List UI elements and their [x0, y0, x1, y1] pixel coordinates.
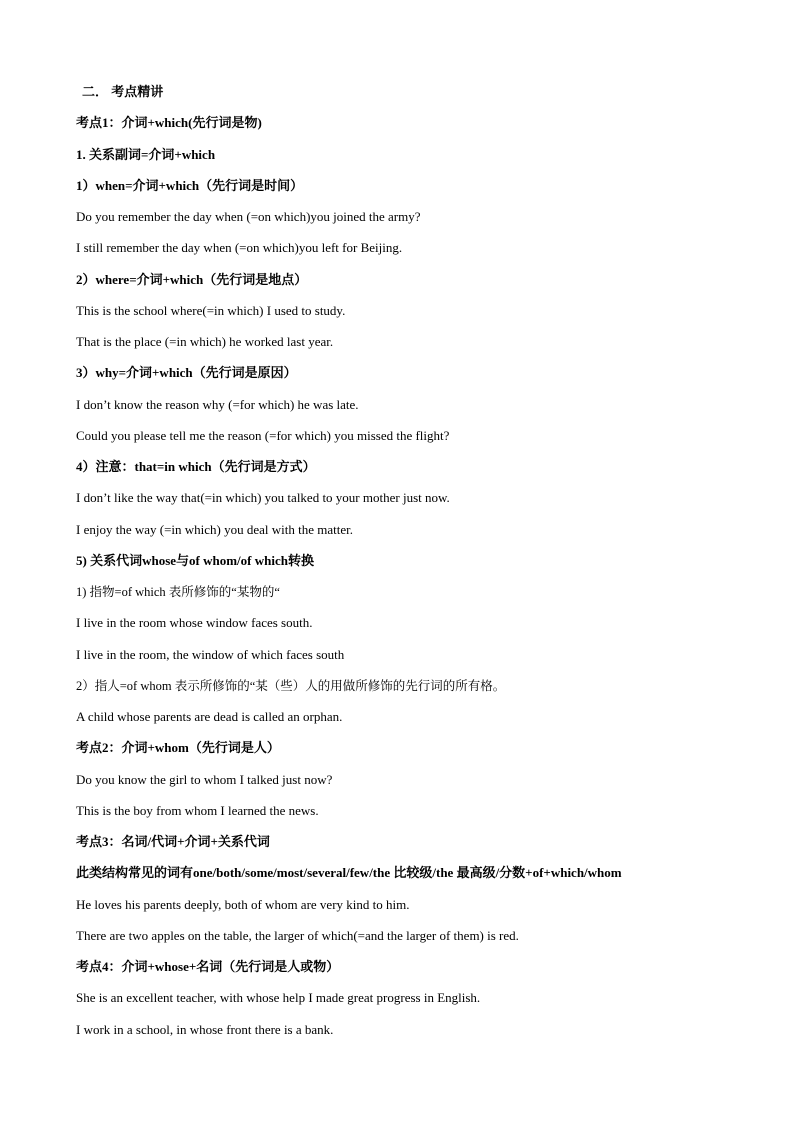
- section-heading: 考点4：介词+whose+名词（先行词是人或物）: [76, 959, 340, 974]
- body-text-line: Could you please tell me the reason (=for which) you missed the flight?: [76, 427, 450, 443]
- body-text-line: This is the school where(=in which) I used to study.: [76, 302, 346, 318]
- body-text-line: I don’t know the reason why (=for which) he was late.: [76, 396, 359, 412]
- section-heading: 1）when=介词+which（先行词是时间）: [76, 177, 304, 193]
- section-heading: 3）why=介词+which（先行词是原因）: [76, 365, 297, 381]
- body-text-line: She is an excellent teacher, with whose help I made great progress in English.: [76, 990, 481, 1006]
- body-text-line: He loves his parents deeply, both of whom are very kind to him.: [76, 896, 410, 912]
- body-text-line: I enjoy the way (=in which) you deal with the matter.: [76, 521, 354, 537]
- section-heading: 5) 关系代词whose与of whom/of which转换: [76, 552, 314, 568]
- body-text-line: That is the place (=in which) he worked last year.: [76, 334, 334, 349]
- section-heading: 1. 关系副词=介词+which: [76, 146, 216, 162]
- body-text-line: Do you know the girl to whom I talked just now?: [76, 771, 333, 787]
- body-text-line: I still remember the day when (=on which)you left for Beijing.: [76, 240, 403, 256]
- sub-point-line: 2）指人=of whom 表示所修饰的“某（些）人的用做所修饰的先行词的所有格。: [76, 678, 506, 693]
- section-heading: 4）注意：that=in which（先行词是方式）: [76, 459, 316, 474]
- sub-point-line: 1) 指物=of which 表所修饰的“某物的“: [76, 585, 280, 599]
- section-heading: 2）where=介词+which（先行词是地点）: [76, 271, 308, 287]
- body-text-line: I live in the room whose window faces south.: [76, 615, 313, 631]
- section-heading: 考点1：介词+which(先行词是物): [76, 115, 262, 131]
- body-text-line: Do you remember the day when (=on which)you joined the army?: [76, 209, 421, 224]
- body-text-line: I work in a school, in whose front there is a bank.: [76, 1021, 334, 1037]
- section-heading: 二． 考点精讲: [82, 84, 164, 99]
- body-text-line: I live in the room, the window of which faces south: [76, 646, 345, 662]
- body-text-line: I don’t like the way that(=in which) you talked to your mother just now.: [76, 490, 450, 506]
- body-text-line: This is the boy from whom I learned the news.: [76, 802, 319, 818]
- section-heading: 此类结构常见的词有one/both/some/most/several/few/the 比较级/the 最高级/分数+of+which/whom: [76, 865, 622, 881]
- section-heading: 考点2：介词+whom（先行词是人）: [76, 740, 280, 756]
- body-text-line: There are two apples on the table, the larger of which(=and the larger of them) is red.: [76, 927, 519, 943]
- section-heading: 考点3：名词/代词+介词+关系代词: [76, 834, 270, 849]
- body-text-line: A child whose parents are dead is called an orphan.: [76, 709, 343, 724]
